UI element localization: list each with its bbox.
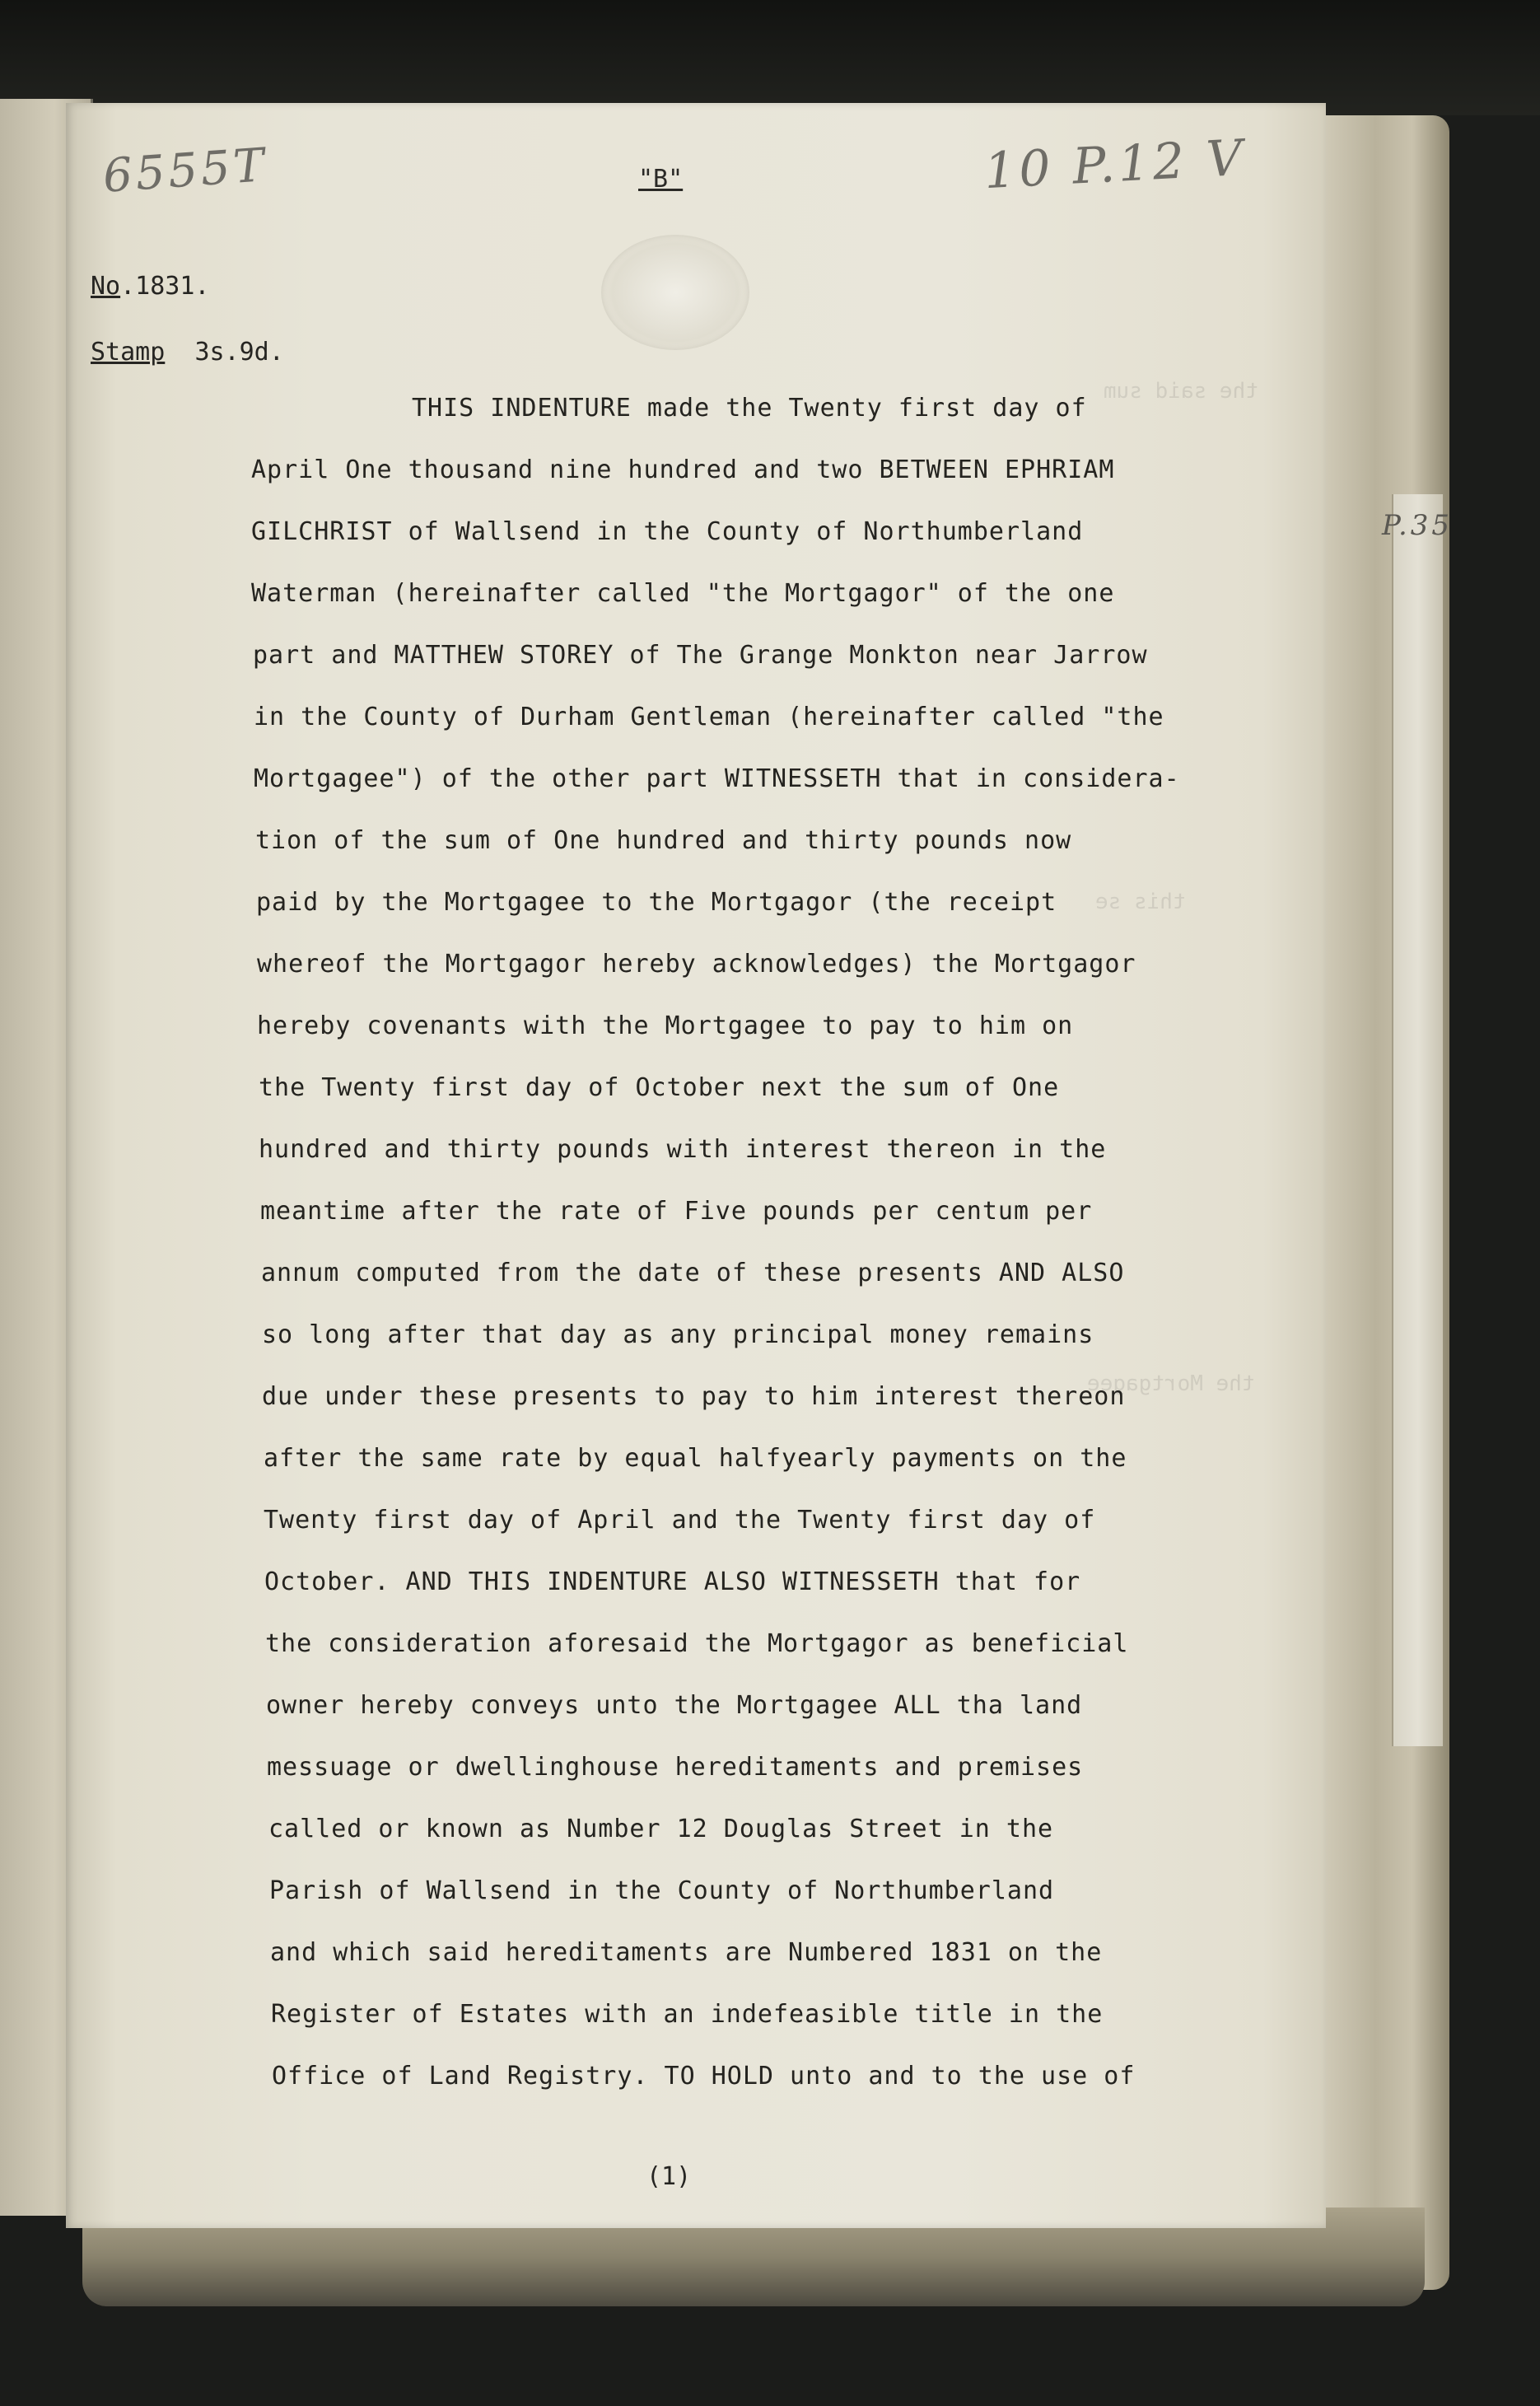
body-line: THIS INDENTURE made the Twenty first day of (412, 394, 1087, 423)
pencil-note-right: 10 P.12 V (982, 128, 1248, 201)
body-line: the Twenty first day of October next the sum of One (259, 1073, 1060, 1102)
stamp-duty (91, 338, 284, 367)
body-line: after the same rate by equal halfyearly payments on the (264, 1444, 1127, 1473)
show-through-text: this se (1095, 890, 1186, 914)
pencil-note-edge: P.35 (1382, 509, 1454, 542)
body-line: Register of Estates with an indefeasible title in the (271, 2000, 1104, 2029)
body-line: hundred and thirty pounds with interest thereon in the (259, 1135, 1107, 1164)
body-line: Waterman (hereinafter called "the Mortgagor" of the one (251, 579, 1115, 608)
body-line: Office of Land Registry. TO HOLD unto and to the use of (272, 2062, 1136, 2091)
register-number (91, 272, 210, 301)
body-line: April One thousand nine hundred and two BETWEEN EPHRIAM (251, 456, 1115, 484)
body-line: Mortgagee") of the other part WITNESSETH that in considera- (254, 764, 1180, 793)
body-line: annum computed from the date of these presents AND ALSO (261, 1259, 1125, 1287)
body-line: messuage or dwellinghouse hereditaments and premises (267, 1753, 1084, 1782)
page-number: (1) (646, 2162, 692, 2191)
stamp-value: 3s.9d. (194, 338, 284, 367)
stamp-label: Stamp (91, 338, 166, 367)
pencil-note-left: 6555T (100, 138, 269, 203)
body-line: meantime after the rate of Five pounds per centum per (260, 1197, 1093, 1226)
body-line: called or known as Number 12 Douglas Street in the (268, 1815, 1054, 1843)
body-line: October. AND THIS INDENTURE ALSO WITNESSETH that for (264, 1567, 1081, 1596)
show-through-text: the said sum (1104, 379, 1258, 404)
background-top (0, 0, 1540, 115)
body-line: due under these presents to pay to him interest thereon (262, 1382, 1126, 1411)
number-label: No (91, 272, 121, 301)
body-line: Parish of Wallsend in the County of Northumberland (269, 1876, 1055, 1905)
body-line: tion of the sum of One hundred and thirty pounds now (255, 826, 1072, 855)
body-line: the consideration aforesaid the Mortgagor as beneficial (265, 1629, 1129, 1658)
section-letter: "B" (638, 165, 684, 194)
show-through-text: the Mortgagee (1087, 1371, 1255, 1396)
number-value: .1831. (120, 272, 210, 301)
body-line: whereof the Mortgagor hereby acknowledges) the Mortgagor (257, 950, 1136, 979)
body-line: Twenty first day of April and the Twenty first day of (264, 1506, 1096, 1535)
embossed-seal (601, 235, 749, 350)
body-line: GILCHRIST of Wallsend in the County of Northumberland (251, 517, 1084, 546)
body-line: owner hereby conveys unto the Mortgagee ALL tha land (266, 1691, 1083, 1720)
body-line: so long after that day as any principal money remains (262, 1320, 1094, 1349)
body-line: hereby covenants with the Mortgagee to pay to him on (257, 1011, 1074, 1040)
body-line: and which said hereditaments are Numbered 1831 on the (270, 1938, 1103, 1967)
body-line: part and MATTHEW STOREY of The Grange Monkton near Jarrow (253, 641, 1148, 670)
body-line: in the County of Durham Gentleman (hereinafter called "the (254, 703, 1164, 731)
inserted-sheet-edge (1392, 494, 1443, 1746)
body-line: paid by the Mortgagee to the Mortgagor (the receipt (256, 888, 1057, 917)
